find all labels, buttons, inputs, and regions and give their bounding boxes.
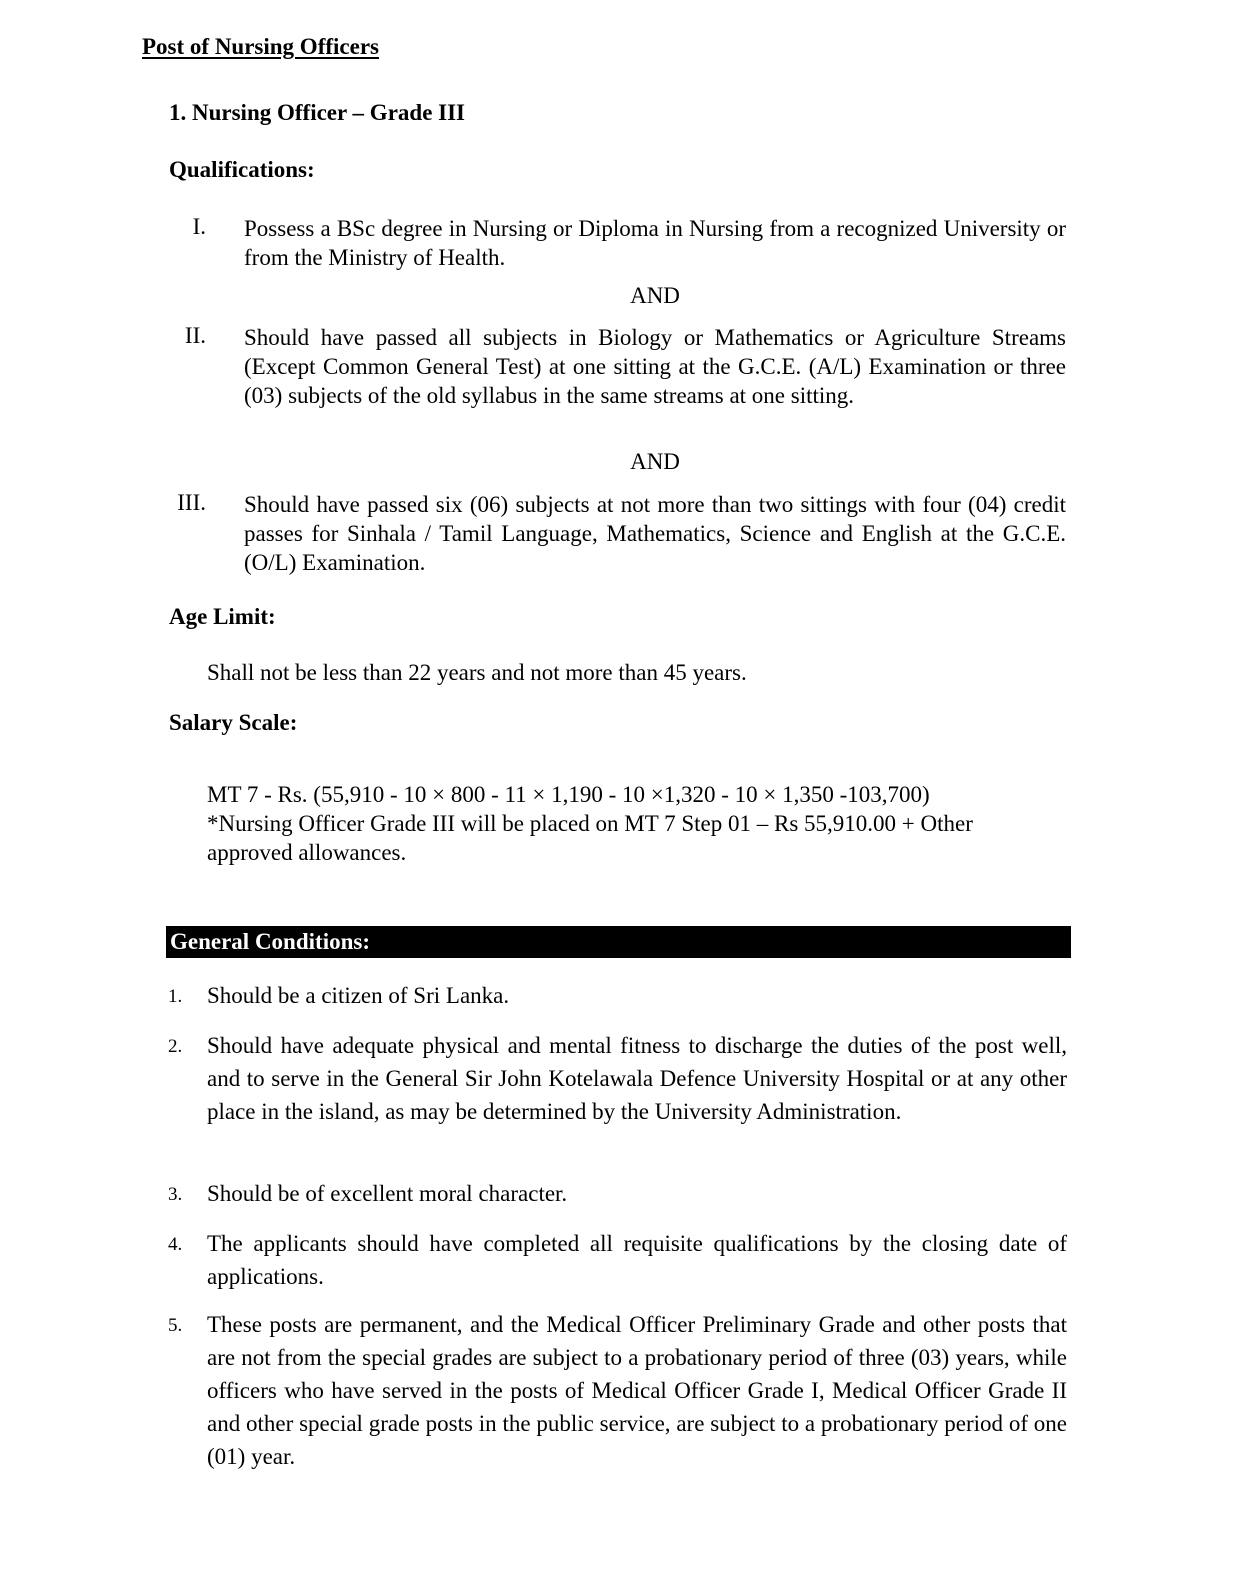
condition-text: The applicants should have completed all requisite qualifications by the closing date of applications. — [207, 1231, 1067, 1289]
qualification-numeral: I. — [192, 214, 206, 239]
condition-number: 1. — [168, 986, 183, 1007]
qualifications-heading: Qualifications: — [169, 157, 315, 182]
condition-text: These posts are permanent, and the Medical Officer Preliminary Grade and other posts that are not from the special grades are subject to a probationary period of three (03) years, while officers who have served in the posts of Medical Officer Grade I, Medical Officer Grade II and other special grade posts in the public service, are subject to a probationary period of one (01) year. — [207, 1312, 1067, 1469]
salary-scale-text: MT 7 - Rs. (55,910 - 10 × 800 - 11 × 1,190 - 10 ×1,320 - 10 × 1,350 -103,700) — [207, 782, 930, 807]
salary-block — [207, 780, 1107, 867]
and-connector: AND — [630, 283, 680, 308]
general-conditions-heading: General Conditions: — [166, 926, 1071, 958]
salary-scale-heading: Salary Scale: — [169, 710, 298, 735]
age-limit-text: Shall not be less than 22 years and not more than 45 years. — [207, 660, 747, 685]
condition-text: Should have adequate physical and mental fitness to discharge the duties of the post well, and to serve in the General Sir John Kotelawala Defence University Hospital or at any other place in the island, as may be determined by the University Administration. — [207, 1033, 1067, 1124]
age-limit-heading: Age Limit: — [169, 604, 276, 629]
salary-note-text: *Nursing Officer Grade III will be placed on MT 7 Step 01 – Rs 55,910.00 + Other approved allowances. — [207, 811, 973, 865]
qualification-numeral: III. — [177, 490, 206, 515]
condition-number: 2. — [168, 1036, 183, 1057]
condition-number: 5. — [168, 1315, 183, 1336]
condition-text: Should be a citizen of Sri Lanka. — [207, 983, 510, 1008]
condition-text: Should be of excellent moral character. — [207, 1181, 568, 1206]
qualification-numeral: II. — [184, 323, 206, 348]
condition-number: 4. — [168, 1234, 183, 1255]
qualification-text: Should have passed six (06) subjects at not more than two sittings with four (04) credit passes for Sinhala / Tamil Language, Mathematics, Science and English at the G.C.E. (O/L) Examination. — [244, 492, 1066, 575]
qualification-text: Should have passed all subjects in Biology or Mathematics or Agriculture Streams (Except Common General Test) at one sitting at the G.C.E. (A/L) Examination or three (03) subjects of the old syllabus in the same streams at one sitting. — [244, 325, 1066, 408]
condition-number: 3. — [168, 1184, 183, 1205]
document-title: Post of Nursing Officers — [142, 34, 379, 59]
and-connector: AND — [630, 449, 680, 474]
qualification-text: Possess a BSc degree in Nursing or Diploma in Nursing from a recognized University or from the Ministry of Health. — [244, 216, 1066, 270]
post-heading: 1. Nursing Officer – Grade III — [169, 100, 466, 125]
